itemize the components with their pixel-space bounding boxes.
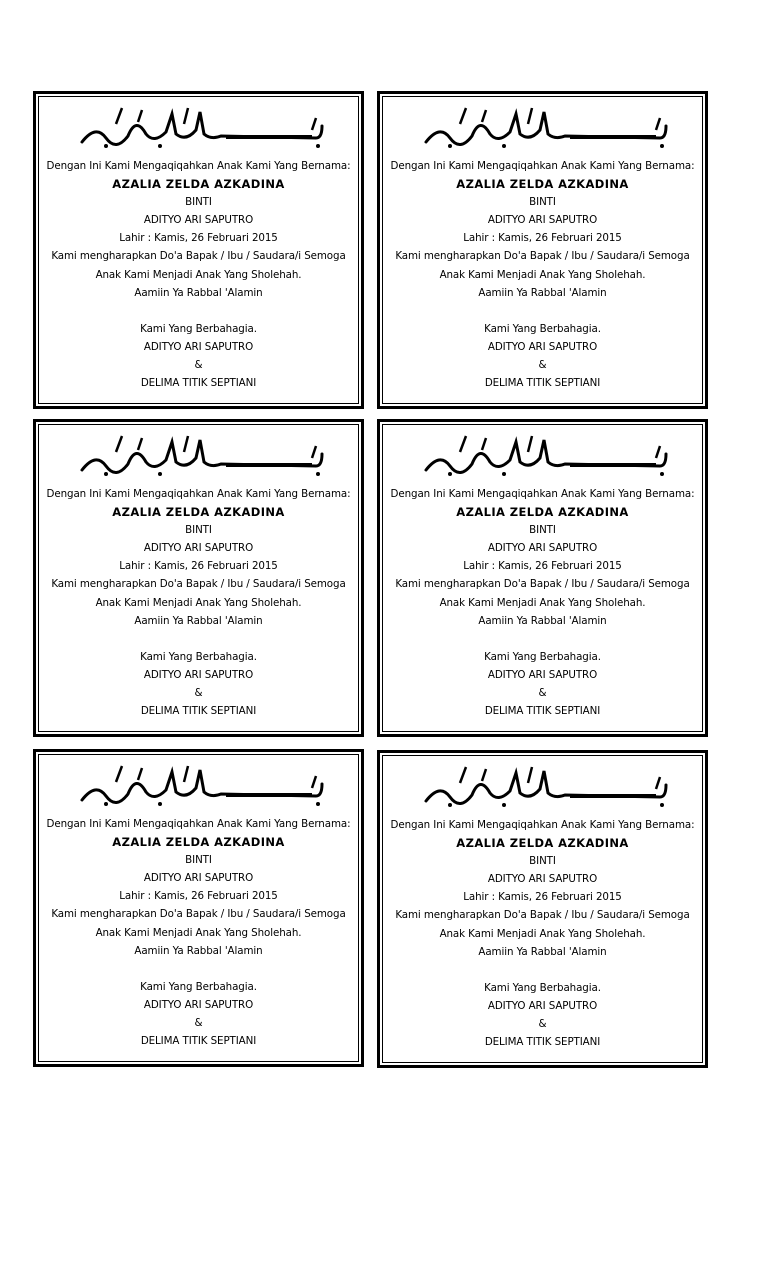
spacer — [36, 630, 361, 648]
basmalah-calligraphy-icon — [420, 432, 670, 482]
hope-text-line1: Kami mengharapkan Do'a Bapak / Ibu / Saudara/i Semoga — [51, 578, 346, 591]
relation-text: BINTI — [185, 196, 212, 209]
birth-text: Lahir : Kamis, 26 Februari 2015 — [119, 232, 278, 245]
parent1-name: ADITYO ARI SAPUTRO — [487, 340, 598, 353]
signoff-text: Kami Yang Berbahagia. — [140, 322, 257, 335]
amin-text: Aamiin Ya Rabbal 'Alamin — [478, 286, 607, 299]
hope-text-line2: Anak Kami Menjadi Anak Yang Sholehah. — [95, 596, 302, 609]
intro-text: Dengan Ini Kami Mengaqiqahkan Anak Kami Yang Bernama: — [390, 160, 695, 172]
aqiqah-card — [377, 419, 708, 737]
basmalah-calligraphy-icon — [420, 763, 670, 813]
father-name: ADITYO ARI SAPUTRO — [143, 542, 254, 555]
spacer — [36, 302, 361, 320]
aqiqah-card — [33, 419, 364, 737]
amin-text: Aamiin Ya Rabbal 'Alamin — [478, 614, 607, 627]
basmalah-calligraphy-icon — [76, 762, 326, 812]
spacer — [380, 961, 705, 979]
relation-text: BINTI — [185, 854, 212, 867]
birth-text: Lahir : Kamis, 26 Februari 2015 — [463, 560, 622, 573]
amin-text: Aamiin Ya Rabbal 'Alamin — [134, 286, 263, 299]
parent1-name: ADITYO ARI SAPUTRO — [143, 340, 254, 353]
basmalah-calligraphy-icon — [76, 104, 326, 154]
hope-text-line1: Kami mengharapkan Do'a Bapak / Ibu / Saudara/i Semoga — [51, 908, 346, 921]
signoff-text: Kami Yang Berbahagia. — [140, 650, 257, 663]
ampersand: & — [194, 687, 203, 700]
father-name: ADITYO ARI SAPUTRO — [487, 873, 598, 886]
hope-text-line2: Anak Kami Menjadi Anak Yang Sholehah. — [95, 268, 302, 281]
parent2-name: DELIMA TITIK SEPTIANI — [484, 705, 601, 718]
hope-text-line2: Anak Kami Menjadi Anak Yang Sholehah. — [439, 927, 646, 940]
signoff-text: Kami Yang Berbahagia. — [484, 981, 601, 994]
father-name: ADITYO ARI SAPUTRO — [143, 872, 254, 885]
amin-text: Aamiin Ya Rabbal 'Alamin — [134, 614, 263, 627]
intro-text: Dengan Ini Kami Mengaqiqahkan Anak Kami Yang Bernama: — [46, 160, 351, 172]
hope-text-line1: Kami mengharapkan Do'a Bapak / Ibu / Saudara/i Semoga — [395, 578, 690, 591]
spacer — [380, 630, 705, 648]
parent1-name: ADITYO ARI SAPUTRO — [143, 668, 254, 681]
birth-text: Lahir : Kamis, 26 Februari 2015 — [463, 891, 622, 904]
child-name: AZALIA ZELDA AZKADINA — [456, 177, 629, 192]
hope-text-line2: Anak Kami Menjadi Anak Yang Sholehah. — [439, 268, 646, 281]
hope-text-line1: Kami mengharapkan Do'a Bapak / Ibu / Saudara/i Semoga — [51, 250, 346, 263]
relation-text: BINTI — [185, 524, 212, 537]
ampersand: & — [538, 687, 547, 700]
amin-text: Aamiin Ya Rabbal 'Alamin — [478, 945, 607, 958]
child-name: AZALIA ZELDA AZKADINA — [456, 836, 629, 851]
ampersand: & — [194, 359, 203, 372]
parent2-name: DELIMA TITIK SEPTIANI — [484, 377, 601, 390]
hope-text-line1: Kami mengharapkan Do'a Bapak / Ibu / Saudara/i Semoga — [395, 909, 690, 922]
basmalah-calligraphy-icon — [76, 432, 326, 482]
parent2-name: DELIMA TITIK SEPTIANI — [140, 705, 257, 718]
child-name: AZALIA ZELDA AZKADINA — [456, 505, 629, 520]
ampersand: & — [538, 1018, 547, 1031]
parent1-name: ADITYO ARI SAPUTRO — [487, 668, 598, 681]
father-name: ADITYO ARI SAPUTRO — [143, 214, 254, 227]
intro-text: Dengan Ini Kami Mengaqiqahkan Anak Kami Yang Bernama: — [390, 488, 695, 500]
signoff-text: Kami Yang Berbahagia. — [484, 650, 601, 663]
parent2-name: DELIMA TITIK SEPTIANI — [140, 377, 257, 390]
relation-text: BINTI — [529, 855, 556, 868]
parent1-name: ADITYO ARI SAPUTRO — [143, 998, 254, 1011]
basmalah-calligraphy-icon — [420, 104, 670, 154]
hope-text-line2: Anak Kami Menjadi Anak Yang Sholehah. — [95, 926, 302, 939]
father-name: ADITYO ARI SAPUTRO — [487, 542, 598, 555]
birth-text: Lahir : Kamis, 26 Februari 2015 — [119, 560, 278, 573]
signoff-text: Kami Yang Berbahagia. — [140, 980, 257, 993]
relation-text: BINTI — [529, 196, 556, 209]
ampersand: & — [538, 359, 547, 372]
spacer — [36, 960, 361, 978]
signoff-text: Kami Yang Berbahagia. — [484, 322, 601, 335]
relation-text: BINTI — [529, 524, 556, 537]
intro-text: Dengan Ini Kami Mengaqiqahkan Anak Kami Yang Bernama: — [390, 819, 695, 831]
aqiqah-card — [377, 91, 708, 409]
ampersand: & — [194, 1017, 203, 1030]
aqiqah-card — [33, 749, 364, 1067]
amin-text: Aamiin Ya Rabbal 'Alamin — [134, 944, 263, 957]
aqiqah-card — [33, 91, 364, 409]
birth-text: Lahir : Kamis, 26 Februari 2015 — [119, 890, 278, 903]
parent2-name: DELIMA TITIK SEPTIANI — [140, 1035, 257, 1048]
intro-text: Dengan Ini Kami Mengaqiqahkan Anak Kami Yang Bernama: — [46, 488, 351, 500]
father-name: ADITYO ARI SAPUTRO — [487, 214, 598, 227]
child-name: AZALIA ZELDA AZKADINA — [112, 835, 285, 850]
birth-text: Lahir : Kamis, 26 Februari 2015 — [463, 232, 622, 245]
spacer — [380, 302, 705, 320]
child-name: AZALIA ZELDA AZKADINA — [112, 177, 285, 192]
parent1-name: ADITYO ARI SAPUTRO — [487, 999, 598, 1012]
hope-text-line1: Kami mengharapkan Do'a Bapak / Ibu / Saudara/i Semoga — [395, 250, 690, 263]
hope-text-line2: Anak Kami Menjadi Anak Yang Sholehah. — [439, 596, 646, 609]
child-name: AZALIA ZELDA AZKADINA — [112, 505, 285, 520]
intro-text: Dengan Ini Kami Mengaqiqahkan Anak Kami Yang Bernama: — [46, 818, 351, 830]
aqiqah-card — [377, 750, 708, 1068]
parent2-name: DELIMA TITIK SEPTIANI — [484, 1036, 601, 1049]
